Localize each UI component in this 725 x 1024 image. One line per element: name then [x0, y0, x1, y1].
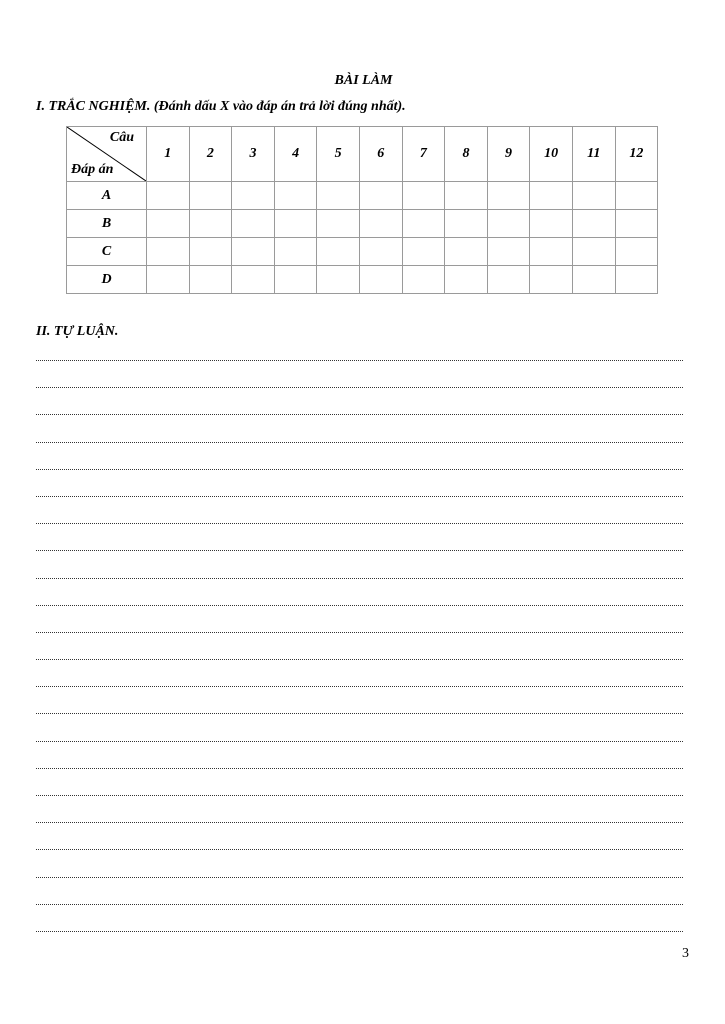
answer-checkbox-cell[interactable]: [232, 238, 275, 266]
answer-checkbox-cell[interactable]: [274, 182, 317, 210]
answer-checkbox-cell[interactable]: [317, 182, 360, 210]
answer-grid-corner-cell: [67, 127, 147, 182]
question-number-header: 8: [445, 127, 488, 182]
answer-option-row: [67, 210, 658, 238]
answer-option-label: B: [67, 210, 147, 238]
answer-checkbox-cell[interactable]: [402, 238, 445, 266]
answer-checkbox-cell[interactable]: [189, 266, 232, 294]
dotted-writing-line[interactable]: [36, 697, 683, 724]
answer-checkbox-cell[interactable]: [359, 210, 402, 238]
dotted-writing-line[interactable]: [36, 752, 683, 779]
answer-checkbox-cell[interactable]: [359, 238, 402, 266]
answer-checkbox-cell[interactable]: [530, 266, 573, 294]
answer-checkbox-cell[interactable]: [402, 182, 445, 210]
answer-checkbox-cell[interactable]: [402, 210, 445, 238]
answer-option-row: [67, 238, 658, 266]
page-title: BÀI LÀM: [334, 73, 393, 88]
answer-checkbox-cell[interactable]: [445, 182, 488, 210]
answer-checkbox-cell[interactable]: [359, 182, 402, 210]
answer-checkbox-cell[interactable]: [147, 238, 190, 266]
question-number-header: 2: [189, 127, 232, 182]
dotted-writing-line[interactable]: [36, 453, 683, 480]
answer-checkbox-cell[interactable]: [445, 266, 488, 294]
answer-checkbox-cell[interactable]: [572, 238, 615, 266]
answer-checkbox-cell[interactable]: [530, 210, 573, 238]
dotted-writing-line[interactable]: [36, 398, 683, 425]
answer-checkbox-cell[interactable]: [445, 238, 488, 266]
dotted-writing-line[interactable]: [36, 806, 683, 833]
dotted-writing-line[interactable]: [36, 616, 683, 643]
dotted-writing-line[interactable]: [36, 725, 683, 752]
answer-option-row: [67, 182, 658, 210]
answer-checkbox-cell[interactable]: [359, 266, 402, 294]
dotted-writing-line[interactable]: [36, 833, 683, 860]
answer-checkbox-cell[interactable]: [189, 182, 232, 210]
dotted-writing-line[interactable]: [36, 861, 683, 888]
answer-checkbox-cell[interactable]: [147, 210, 190, 238]
essay-writing-area[interactable]: [36, 344, 683, 942]
dotted-writing-line[interactable]: [36, 344, 683, 371]
dotted-writing-line[interactable]: [36, 888, 683, 915]
answer-checkbox-cell[interactable]: [274, 266, 317, 294]
answer-option-label: A: [67, 182, 147, 210]
answer-checkbox-cell[interactable]: [487, 238, 530, 266]
answer-checkbox-cell[interactable]: [232, 266, 275, 294]
question-number-header: 12: [615, 127, 658, 182]
dotted-writing-line[interactable]: [36, 643, 683, 670]
section-essay-heading: II. TỰ LUẬN.: [36, 324, 119, 339]
answer-checkbox-cell[interactable]: [147, 266, 190, 294]
dotted-writing-line[interactable]: [36, 779, 683, 806]
answer-checkbox-cell[interactable]: [615, 238, 658, 266]
answer-checkbox-cell[interactable]: [274, 238, 317, 266]
answer-option-label: C: [67, 238, 147, 266]
question-number-header: 4: [274, 127, 317, 182]
section-multiple-choice-heading: I. TRẮC NGHIỆM. (Đánh dấu X vào đáp án trả lời đúng nhất).: [36, 99, 406, 114]
dotted-writing-line[interactable]: [36, 371, 683, 398]
dotted-writing-line[interactable]: [36, 507, 683, 534]
answer-checkbox-cell[interactable]: [189, 210, 232, 238]
answer-checkbox-cell[interactable]: [487, 182, 530, 210]
dotted-writing-line[interactable]: [36, 915, 683, 942]
question-number-header: 6: [359, 127, 402, 182]
question-number-header: 5: [317, 127, 360, 182]
answer-checkbox-cell[interactable]: [487, 266, 530, 294]
question-number-header: 10: [530, 127, 573, 182]
answer-grid-header-row: [67, 127, 658, 182]
answer-checkbox-cell[interactable]: [317, 238, 360, 266]
question-number-header: 7: [402, 127, 445, 182]
answer-checkbox-cell[interactable]: [317, 210, 360, 238]
dotted-writing-line[interactable]: [36, 589, 683, 616]
question-number-header: 9: [487, 127, 530, 182]
page-number: 3: [682, 946, 689, 961]
answer-checkbox-cell[interactable]: [189, 238, 232, 266]
answer-checkbox-cell[interactable]: [530, 238, 573, 266]
corner-label-answer: Đáp án: [71, 162, 114, 177]
answer-grid: [66, 126, 658, 294]
question-number-header: 1: [147, 127, 190, 182]
dotted-writing-line[interactable]: [36, 480, 683, 507]
answer-checkbox-cell[interactable]: [615, 182, 658, 210]
answer-option-label: D: [67, 266, 147, 294]
question-number-header: 3: [232, 127, 275, 182]
answer-checkbox-cell[interactable]: [317, 266, 360, 294]
answer-option-row: [67, 266, 658, 294]
answer-checkbox-cell[interactable]: [232, 210, 275, 238]
dotted-writing-line[interactable]: [36, 562, 683, 589]
answer-checkbox-cell[interactable]: [530, 182, 573, 210]
answer-checkbox-cell[interactable]: [487, 210, 530, 238]
dotted-writing-line[interactable]: [36, 426, 683, 453]
corner-label-question: Câu: [109, 130, 134, 145]
answer-checkbox-cell[interactable]: [274, 210, 317, 238]
answer-checkbox-cell[interactable]: [445, 210, 488, 238]
answer-checkbox-cell[interactable]: [232, 182, 275, 210]
answer-checkbox-cell[interactable]: [572, 266, 615, 294]
answer-checkbox-cell[interactable]: [572, 182, 615, 210]
dotted-writing-line[interactable]: [36, 670, 683, 697]
dotted-writing-line[interactable]: [36, 534, 683, 561]
answer-checkbox-cell[interactable]: [147, 182, 190, 210]
answer-checkbox-cell[interactable]: [615, 266, 658, 294]
answer-checkbox-cell[interactable]: [615, 210, 658, 238]
question-number-header: 11: [572, 127, 615, 182]
answer-checkbox-cell[interactable]: [572, 210, 615, 238]
answer-checkbox-cell[interactable]: [402, 266, 445, 294]
